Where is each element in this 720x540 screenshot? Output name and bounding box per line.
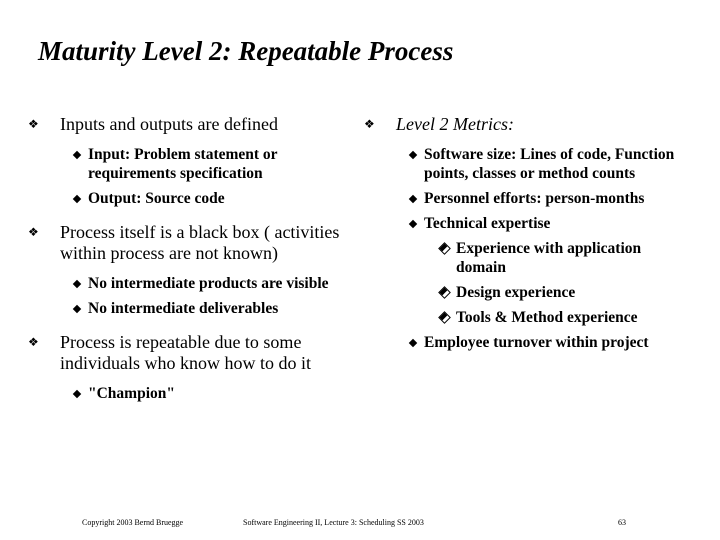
sub-bullet-text: Software size: Lines of code, Function points, classes or method counts [424, 146, 675, 182]
bullet-text: Process itself is a black box ( activities within process are not known) [60, 222, 340, 263]
sub-bullet-text: Employee turnover within project [424, 334, 649, 351]
sub-bullet-item [364, 189, 694, 208]
diamond-icon [73, 151, 81, 159]
sub-bullet-text: Personnel efforts: person-months [424, 190, 645, 207]
bullet-text: Process is repeatable due to some individuals who know how to do it [60, 332, 311, 373]
sub-bullet-item [28, 145, 353, 183]
subsub-bullet-text: Experience with application domain [456, 240, 642, 276]
sub-bullet-item [364, 333, 694, 352]
sub-bullet-text: No intermediate deliverables [88, 300, 279, 317]
sub-bullet-item [28, 189, 353, 208]
subsub-bullet-text: Design experience [456, 284, 576, 301]
checkmark-icon: ❖ [364, 117, 375, 131]
subsub-bullet-item [364, 239, 694, 277]
bullet-text: Inputs and outputs are defined [60, 114, 278, 134]
diamond-icon [73, 280, 81, 288]
checkmark-icon: ❖ [28, 117, 39, 131]
sub-bullet-item [28, 274, 353, 293]
sub-bullet-text: "Champion" [88, 385, 175, 402]
sub-bullet-item [364, 214, 694, 233]
footer-course: Software Engineering II, Lecture 3: Scheduling SS 2003 [243, 518, 424, 527]
sub-bullet-item [28, 384, 353, 403]
slide-title: Maturity Level 2: Repeatable Process [38, 36, 454, 66]
diamond-icon [73, 195, 81, 203]
half-diamond-icon [438, 242, 451, 255]
subsub-bullet-item [364, 308, 694, 327]
diamond-icon [409, 151, 417, 159]
sub-bullet-item [28, 299, 353, 318]
sub-bullet-text: No intermediate products are visible [88, 275, 329, 292]
bullet-item [28, 114, 353, 135]
half-diamond-icon [438, 286, 451, 299]
half-diamond-icon [438, 311, 451, 324]
bullet-item [364, 114, 694, 135]
subsub-bullet-text: Tools & Method experience [456, 309, 638, 326]
diamond-icon [409, 339, 417, 347]
footer-copyright: Copyright 2003 Bernd Bruegge [82, 518, 184, 527]
diamond-icon [409, 195, 417, 203]
checkmark-icon: ❖ [28, 335, 39, 349]
metrics-heading: Level 2 Metrics: [396, 114, 514, 134]
bullet-item [28, 222, 353, 264]
sub-bullet-text: Input: Problem statement or requirements specification [88, 146, 278, 182]
left-column [28, 114, 353, 409]
sub-bullet-item [364, 145, 694, 183]
diamond-icon [409, 220, 417, 228]
footer-page-number: 63 [618, 518, 626, 527]
subsub-bullet-item [364, 283, 694, 302]
sub-bullet-text: Technical expertise [424, 215, 551, 232]
diamond-icon [73, 390, 81, 398]
bullet-item [28, 332, 353, 374]
diamond-icon [73, 305, 81, 313]
sub-bullet-text: Output: Source code [88, 190, 225, 207]
right-column [364, 114, 694, 358]
checkmark-icon: ❖ [28, 225, 39, 239]
